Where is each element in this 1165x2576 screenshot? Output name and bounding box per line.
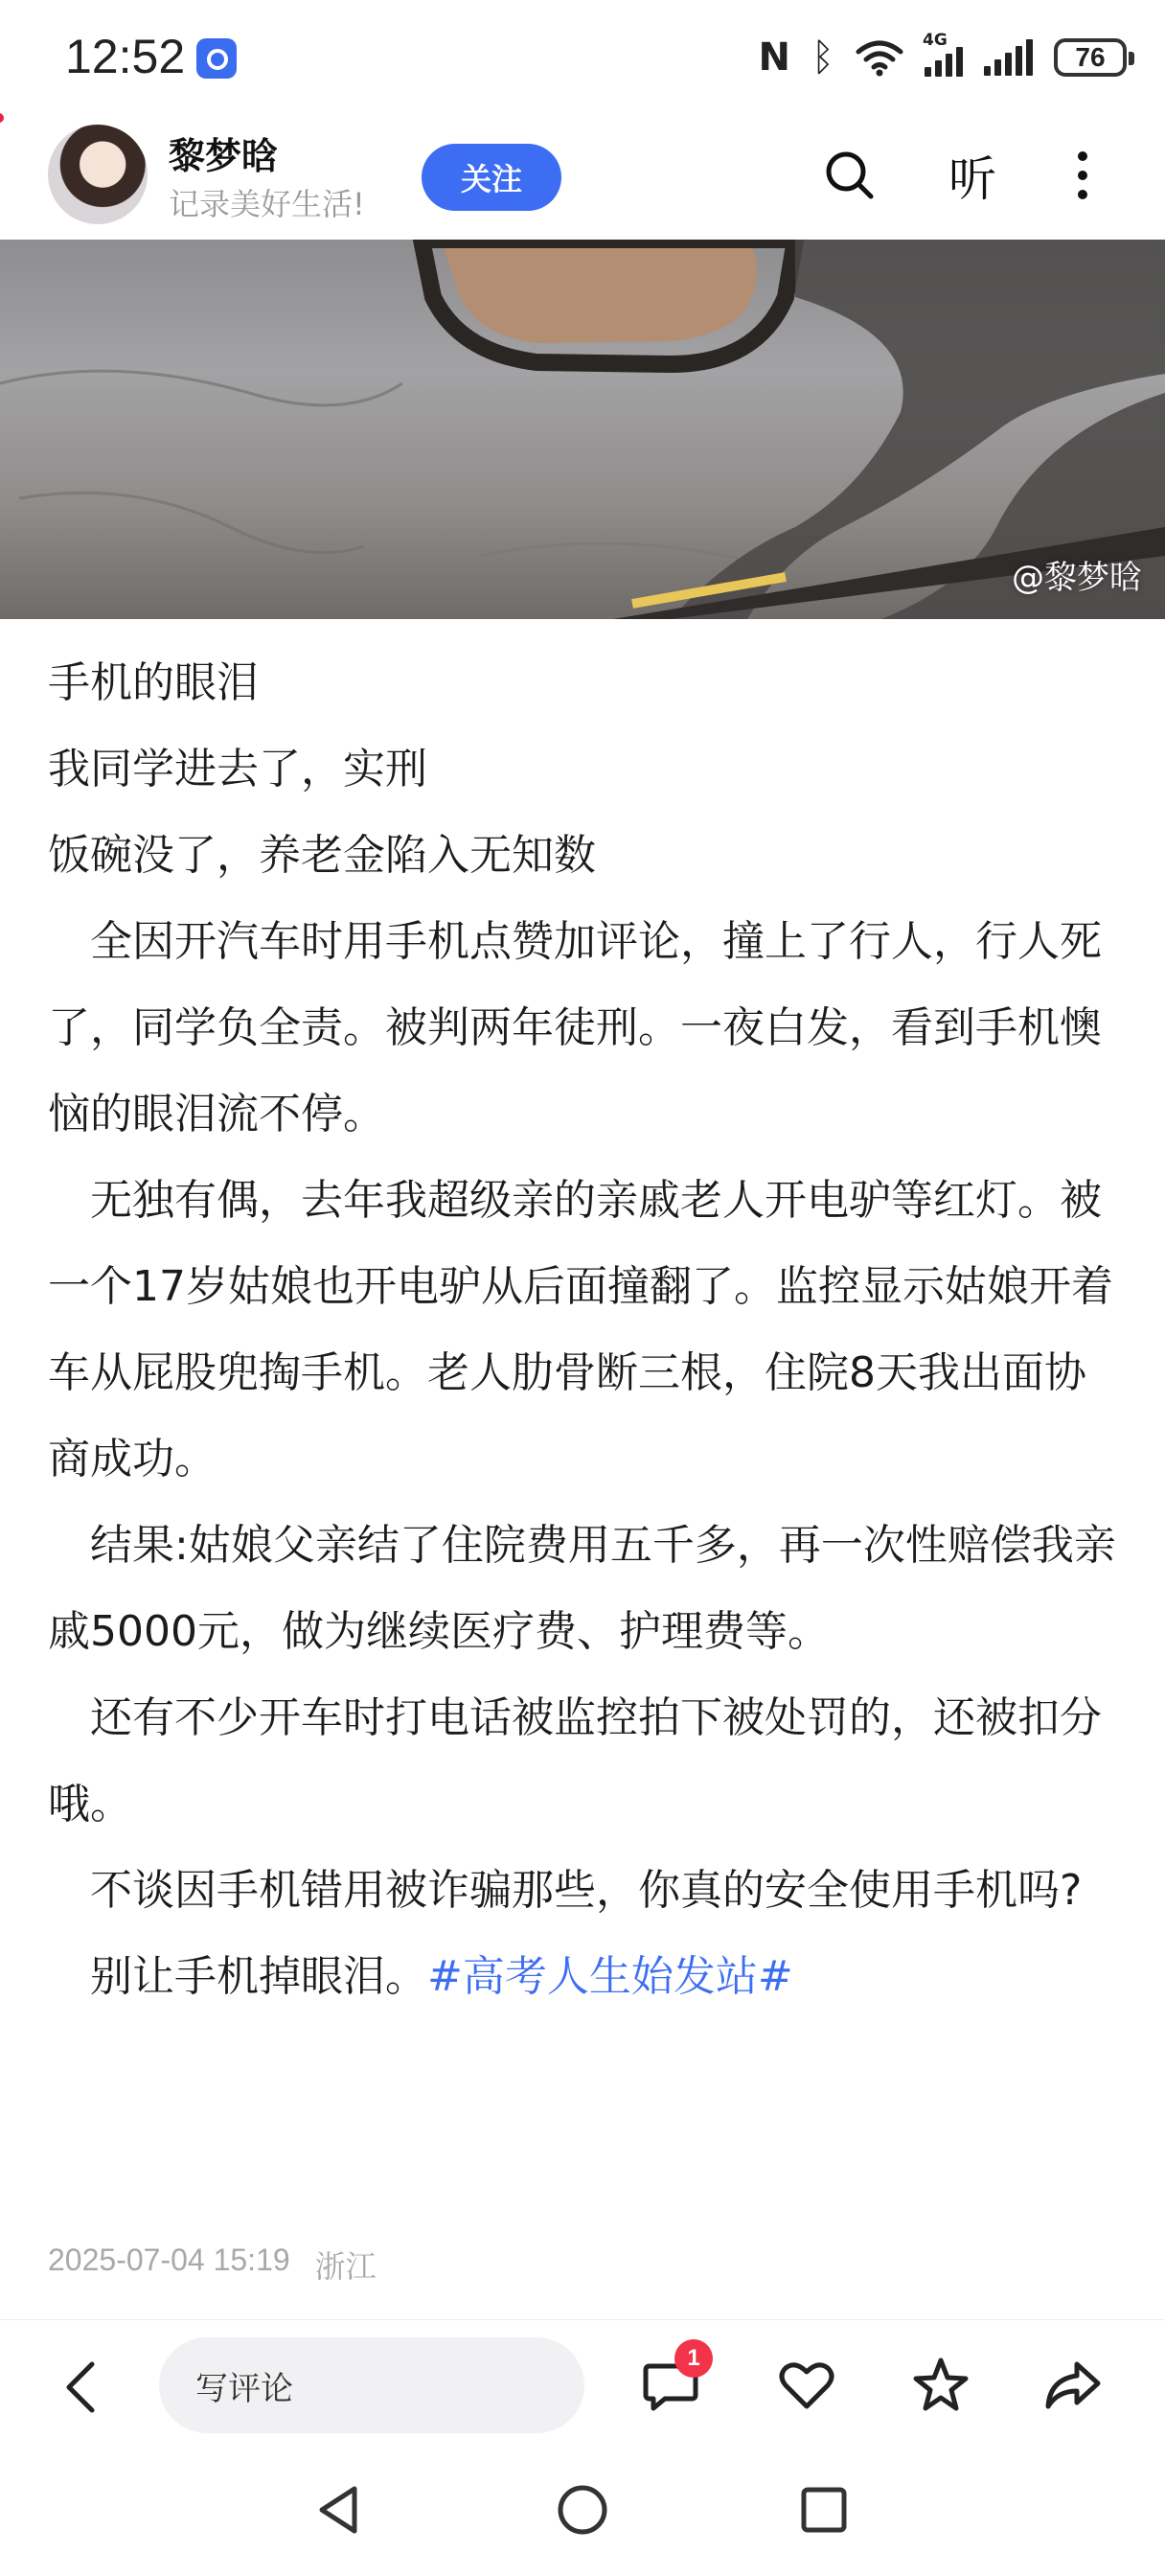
comment-count-badge: 1 <box>674 2339 713 2378</box>
bottom-toolbar <box>0 2319 1165 2450</box>
topic-hashtag-link[interactable]: #高考人生始发站# <box>427 1952 793 2001</box>
system-navigation-bar <box>0 2449 1165 2576</box>
status-bar <box>0 0 1165 115</box>
comment-icon[interactable] <box>632 2347 709 2424</box>
article-paragraph: 我同学进去了，实刑 <box>48 745 427 794</box>
article-paragraph: 还有不少开车时打电话被监控拍下被处罚的，还被扣分哦。 <box>48 1693 1102 1828</box>
bluetooth-icon: ᛒ <box>811 35 834 80</box>
post-location: 浙江 <box>314 2249 377 2284</box>
article-paragraph: 手机的眼泪 <box>48 658 259 707</box>
post-meta <box>48 2242 377 2287</box>
share-icon[interactable] <box>1035 2347 1111 2424</box>
nfc-icon: N <box>758 35 790 80</box>
app-notification-icon <box>196 38 237 79</box>
author-name[interactable]: 黎梦晗 <box>169 135 279 177</box>
follow-button[interactable]: 关注 <box>422 144 561 211</box>
favorite-star-icon[interactable] <box>902 2347 979 2424</box>
avatar[interactable] <box>48 125 148 224</box>
article-paragraph: 饭碗没了，养老金陷入无知数 <box>48 831 596 880</box>
write-comment-input[interactable]: 写评论 <box>159 2337 584 2433</box>
article-paragraph: 全因开汽车时用手机点赞加评论，撞上了行人，行人死了，同学负全责。被判两年徒刑。一夜白发，看到手机懊恼的眼泪流不停。 <box>48 917 1102 1138</box>
article-last-paragraph <box>48 1934 1121 2020</box>
article-paragraph: 不谈因手机错用被诈骗那些，你真的安全使用手机吗? <box>48 1866 1083 1915</box>
article-paragraph: 无独有偶，去年我超级亲的亲戚老人开电驴等红灯。被一个17岁姑娘也开电驴从后面撞翻了。监控显示姑娘开着车从屁股兜掏手机。老人肋骨断三根，住院8天我出面协商成功。 <box>48 1176 1113 1484</box>
post-date: 2025-07-04 15:19 <box>48 2242 290 2277</box>
mobile-signal-icon <box>923 31 963 77</box>
back-button[interactable] <box>52 2339 109 2435</box>
nav-home-icon[interactable] <box>544 2472 621 2548</box>
article-body <box>48 640 1121 2020</box>
image-watermark: @黎梦晗 <box>1012 559 1142 597</box>
more-options-icon[interactable] <box>1054 142 1111 209</box>
nav-back-icon[interactable] <box>301 2472 377 2548</box>
wifi-icon <box>856 38 903 77</box>
listen-button[interactable]: 听 <box>948 151 996 207</box>
battery-icon <box>1054 38 1127 77</box>
like-icon[interactable] <box>768 2347 845 2424</box>
post-header <box>0 115 1165 240</box>
network-type: 4G <box>923 31 948 50</box>
nav-recents-icon[interactable] <box>786 2472 862 2548</box>
signal-strength-icon <box>984 39 1033 76</box>
article-paragraph: 结果:姑娘父亲结了住院费用五千多，再一次性赔偿我亲戚5000元，做为继续医疗费、护理费等。 <box>48 1521 1116 1656</box>
side-mirror-image <box>0 240 1165 619</box>
article-image[interactable] <box>0 240 1165 619</box>
battery-level: 76 <box>1075 42 1106 72</box>
status-time: 12:52 <box>65 30 186 83</box>
status-icons <box>759 33 1127 82</box>
author-bio: 记录美好生活! <box>169 186 365 222</box>
article-paragraph-text: 别让手机掉眼泪。 <box>48 1952 427 2001</box>
search-icon[interactable] <box>816 142 883 209</box>
